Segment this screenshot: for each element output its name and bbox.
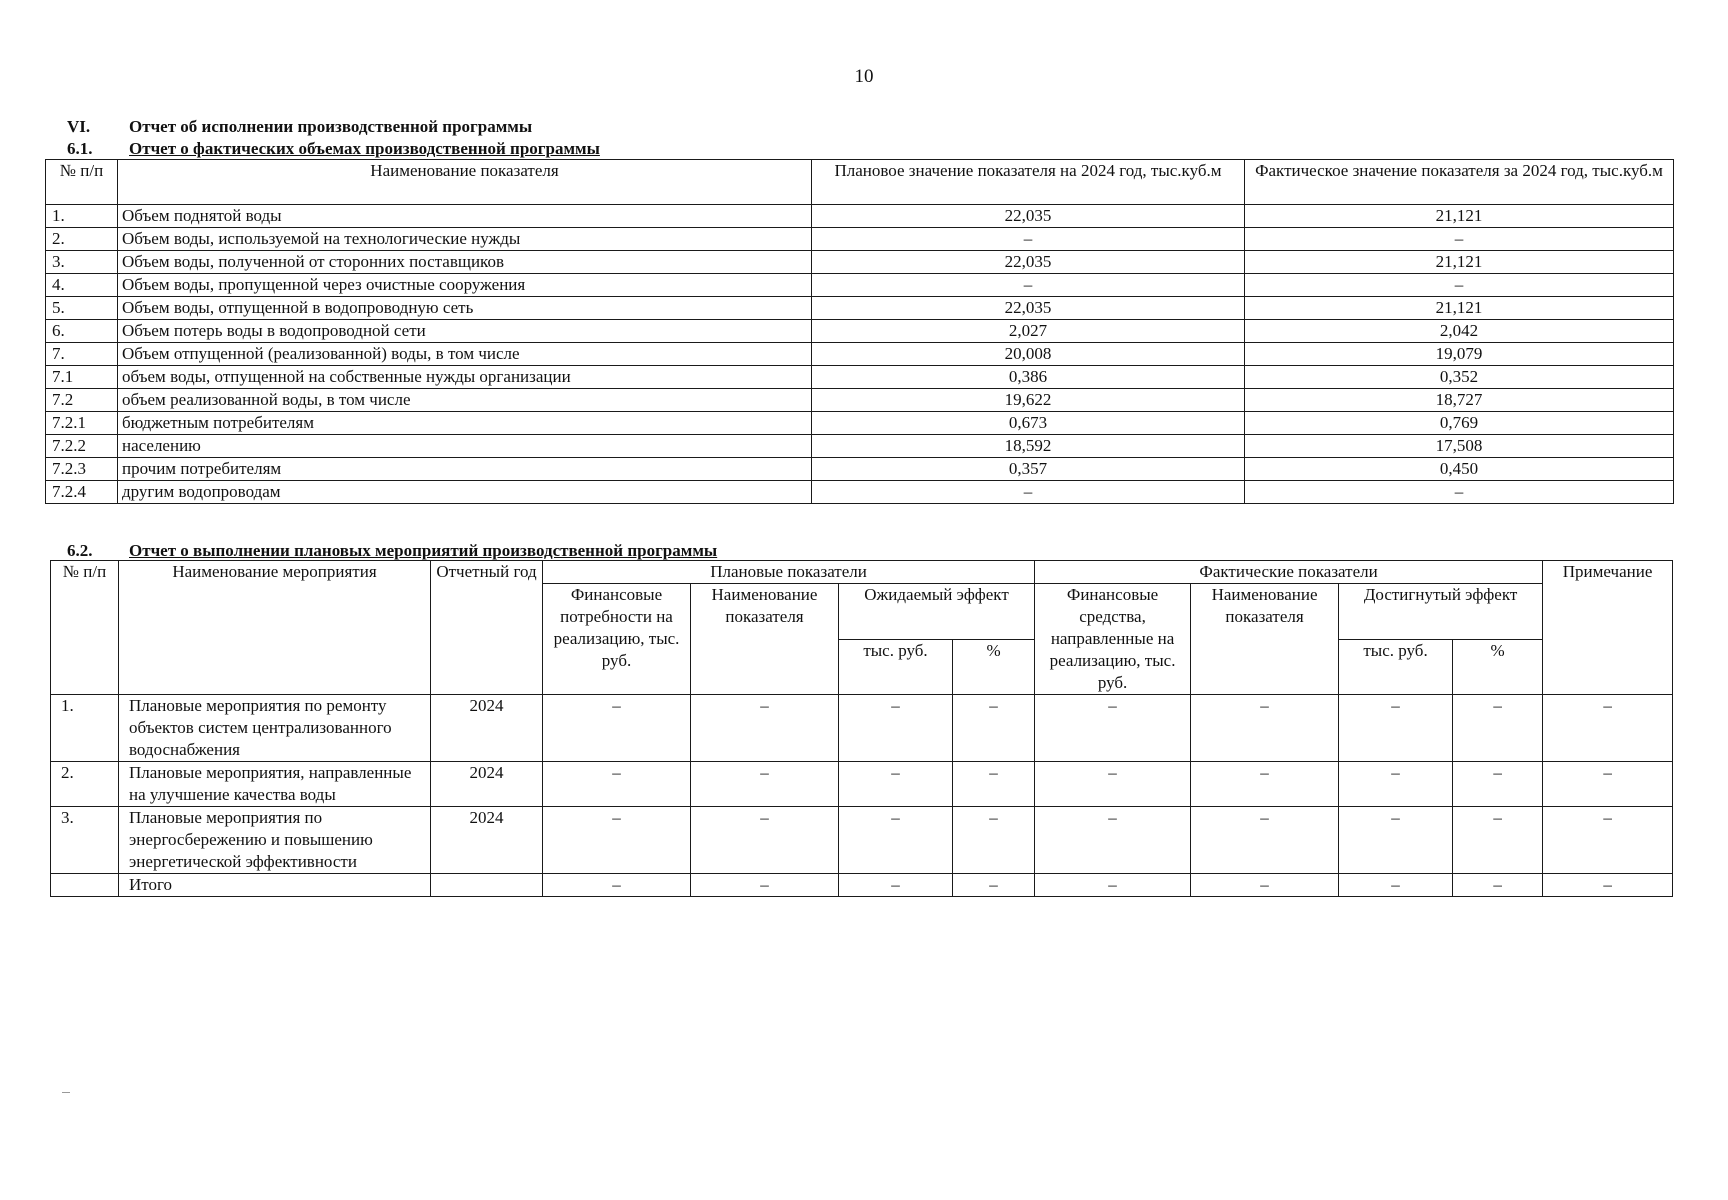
row-value-cell: – <box>839 807 953 874</box>
total-value-cell: – <box>691 874 839 897</box>
table-header-row <box>51 561 1673 584</box>
row-value-cell: – <box>953 762 1035 807</box>
section-62-heading <box>67 541 717 561</box>
row-fact-value: 2,042 <box>1245 320 1674 343</box>
header-plan-fin: Финансовые потребности на реализацию, тыс. руб. <box>543 584 691 695</box>
header-fact-effect: Достигнутый эффект <box>1339 584 1543 640</box>
row-number: 1. <box>51 695 119 762</box>
row-value-cell: – <box>543 807 691 874</box>
row-number: 5. <box>46 297 118 320</box>
row-value-cell: – <box>1191 695 1339 762</box>
page-number: 10 <box>854 66 874 87</box>
total-row <box>51 874 1673 897</box>
row-value-cell: – <box>839 762 953 807</box>
table-row <box>46 343 1674 366</box>
table-row <box>46 320 1674 343</box>
row-measure-name: Плановые мероприятия по энергосбережению и повышению энергетической эффективности <box>119 807 431 874</box>
row-plan-value: 22,035 <box>812 205 1245 228</box>
row-number: 7.1 <box>46 366 118 389</box>
row-fact-value: – <box>1245 274 1674 297</box>
row-value-cell: – <box>543 695 691 762</box>
section-number: VI. <box>67 117 91 136</box>
section-vi-heading <box>67 117 532 137</box>
row-plan-value: 19,622 <box>812 389 1245 412</box>
row-value-cell: – <box>1339 762 1453 807</box>
table-row <box>46 205 1674 228</box>
row-year: 2024 <box>431 695 543 762</box>
table-header-row <box>46 160 1674 205</box>
table-row <box>46 274 1674 297</box>
table-row <box>46 435 1674 458</box>
row-value-cell: – <box>1339 807 1453 874</box>
header-plan-indicator: Наименование показателя <box>691 584 839 695</box>
row-number: 7. <box>46 343 118 366</box>
row-value-cell: – <box>691 807 839 874</box>
row-number: 7.2.4 <box>46 481 118 504</box>
row-value-cell: – <box>839 695 953 762</box>
header-num: № п/п <box>51 561 119 695</box>
row-value-cell: – <box>953 807 1035 874</box>
table-row <box>46 228 1674 251</box>
row-plan-value: 2,027 <box>812 320 1245 343</box>
row-value-cell: – <box>543 762 691 807</box>
section-number: 6.2. <box>67 541 93 560</box>
row-value-cell: – <box>1543 807 1673 874</box>
header-fact-pct: % <box>1453 639 1543 695</box>
row-measure-name: Плановые мероприятия, направленные на улучшение качества воды <box>119 762 431 807</box>
header-year: Отчетный год <box>431 561 543 695</box>
row-plan-value: 20,008 <box>812 343 1245 366</box>
row-indicator-name: Объем потерь воды в водопроводной сети <box>118 320 812 343</box>
section-number: 6.1. <box>67 139 93 158</box>
row-indicator-name: Объем воды, полученной от сторонних поставщиков <box>118 251 812 274</box>
row-fact-value: – <box>1245 228 1674 251</box>
section-title: Отчет о выполнении плановых мероприятий производственной программы <box>129 541 718 560</box>
row-fact-value: 21,121 <box>1245 205 1674 228</box>
row-number: 6. <box>46 320 118 343</box>
row-fact-value: 17,508 <box>1245 435 1674 458</box>
row-fact-value: 0,450 <box>1245 458 1674 481</box>
row-year: 2024 <box>431 762 543 807</box>
header-fact-group: Фактические показатели <box>1035 561 1543 584</box>
total-value-cell: – <box>543 874 691 897</box>
row-value-cell: – <box>691 762 839 807</box>
row-fact-value: 21,121 <box>1245 251 1674 274</box>
row-fact-value: 21,121 <box>1245 297 1674 320</box>
row-number: 2. <box>46 228 118 251</box>
scan-artifact <box>62 1092 70 1093</box>
row-number: 7.2.2 <box>46 435 118 458</box>
header-plan-pct: % <box>953 639 1035 695</box>
row-value-cell: – <box>1191 762 1339 807</box>
table-row <box>51 762 1673 807</box>
row-number: 2. <box>51 762 119 807</box>
total-value-cell: – <box>1035 874 1191 897</box>
row-value-cell: – <box>1191 807 1339 874</box>
row-indicator-name: Объем поднятой воды <box>118 205 812 228</box>
row-indicator-name: прочим потребителям <box>118 458 812 481</box>
row-indicator-name: Объем воды, отпущенной в водопроводную сеть <box>118 297 812 320</box>
row-number: 7.2.1 <box>46 412 118 435</box>
section-61-heading <box>67 139 600 159</box>
row-value-cell: – <box>1035 762 1191 807</box>
total-value-cell: – <box>1453 874 1543 897</box>
total-label: Итого <box>119 874 431 897</box>
row-value-cell: – <box>1453 762 1543 807</box>
header-fact-indicator: Наименование показателя <box>1191 584 1339 695</box>
section-title: Отчет об исполнении производственной программы <box>129 117 533 136</box>
table-row <box>46 481 1674 504</box>
row-value-cell: – <box>1543 762 1673 807</box>
row-value-cell: – <box>691 695 839 762</box>
header-plan-group: Плановые показатели <box>543 561 1035 584</box>
header-fact-fin: Финансовые средства, направленные на реализацию, тыс. руб. <box>1035 584 1191 695</box>
header-fact: Фактическое значение показателя за 2024 год, тыс.куб.м <box>1245 160 1674 205</box>
row-plan-value: 0,357 <box>812 458 1245 481</box>
table-row <box>46 412 1674 435</box>
row-indicator-name: объем реализованной воды, в том числе <box>118 389 812 412</box>
row-plan-value: 22,035 <box>812 251 1245 274</box>
total-value-cell: – <box>1339 874 1453 897</box>
table-row <box>46 366 1674 389</box>
row-measure-name: Плановые мероприятия по ремонту объектов систем централизованного водоснабжения <box>119 695 431 762</box>
total-value-cell: – <box>1543 874 1673 897</box>
row-value-cell: – <box>953 695 1035 762</box>
section-title: Отчет о фактических объемах производственной программы <box>129 139 600 158</box>
row-fact-value: 19,079 <box>1245 343 1674 366</box>
total-value-cell: – <box>839 874 953 897</box>
table-row <box>46 297 1674 320</box>
header-fact-rub: тыс. руб. <box>1339 639 1453 695</box>
total-value-cell: – <box>1191 874 1339 897</box>
row-indicator-name: Объем отпущенной (реализованной) воды, в том числе <box>118 343 812 366</box>
row-plan-value: 0,673 <box>812 412 1245 435</box>
row-year: 2024 <box>431 807 543 874</box>
row-plan-value: 22,035 <box>812 297 1245 320</box>
row-plan-value: – <box>812 228 1245 251</box>
row-indicator-name: другим водопроводам <box>118 481 812 504</box>
row-indicator-name: Объем воды, пропущенной через очистные сооружения <box>118 274 812 297</box>
header-plan-rub: тыс. руб. <box>839 639 953 695</box>
row-plan-value: 18,592 <box>812 435 1245 458</box>
table-row <box>51 695 1673 762</box>
row-fact-value: – <box>1245 481 1674 504</box>
header-name: Наименование показателя <box>118 160 812 205</box>
row-number: 3. <box>51 807 119 874</box>
row-value-cell: – <box>1543 695 1673 762</box>
table-row <box>51 807 1673 874</box>
row-number: 7.2.3 <box>46 458 118 481</box>
row-fact-value: 0,352 <box>1245 366 1674 389</box>
planned-measures-table <box>50 560 1673 897</box>
row-value-cell: – <box>1453 695 1543 762</box>
row-value-cell: – <box>1035 695 1191 762</box>
header-note: Примечание <box>1543 561 1673 695</box>
table-row <box>46 458 1674 481</box>
total-value-cell: – <box>953 874 1035 897</box>
total-year-cell <box>431 874 543 897</box>
row-value-cell: – <box>1035 807 1191 874</box>
header-num: № п/п <box>46 160 118 205</box>
row-plan-value: – <box>812 481 1245 504</box>
row-indicator-name: населению <box>118 435 812 458</box>
row-number: 3. <box>46 251 118 274</box>
row-indicator-name: объем воды, отпущенной на собственные нужды организации <box>118 366 812 389</box>
table-row <box>46 389 1674 412</box>
row-value-cell: – <box>1339 695 1453 762</box>
row-indicator-name: бюджетным потребителям <box>118 412 812 435</box>
row-number: 7.2 <box>46 389 118 412</box>
table-row <box>46 251 1674 274</box>
row-number: 4. <box>46 274 118 297</box>
row-indicator-name: Объем воды, используемой на технологические нужды <box>118 228 812 251</box>
header-name: Наименование мероприятия <box>119 561 431 695</box>
total-number-cell <box>51 874 119 897</box>
row-plan-value: – <box>812 274 1245 297</box>
header-plan: Плановое значение показателя на 2024 год, тыс.куб.м <box>812 160 1245 205</box>
header-plan-effect: Ожидаемый эффект <box>839 584 1035 640</box>
row-fact-value: 18,727 <box>1245 389 1674 412</box>
row-value-cell: – <box>1453 807 1543 874</box>
production-volumes-table <box>45 159 1674 504</box>
row-number: 1. <box>46 205 118 228</box>
row-fact-value: 0,769 <box>1245 412 1674 435</box>
row-plan-value: 0,386 <box>812 366 1245 389</box>
